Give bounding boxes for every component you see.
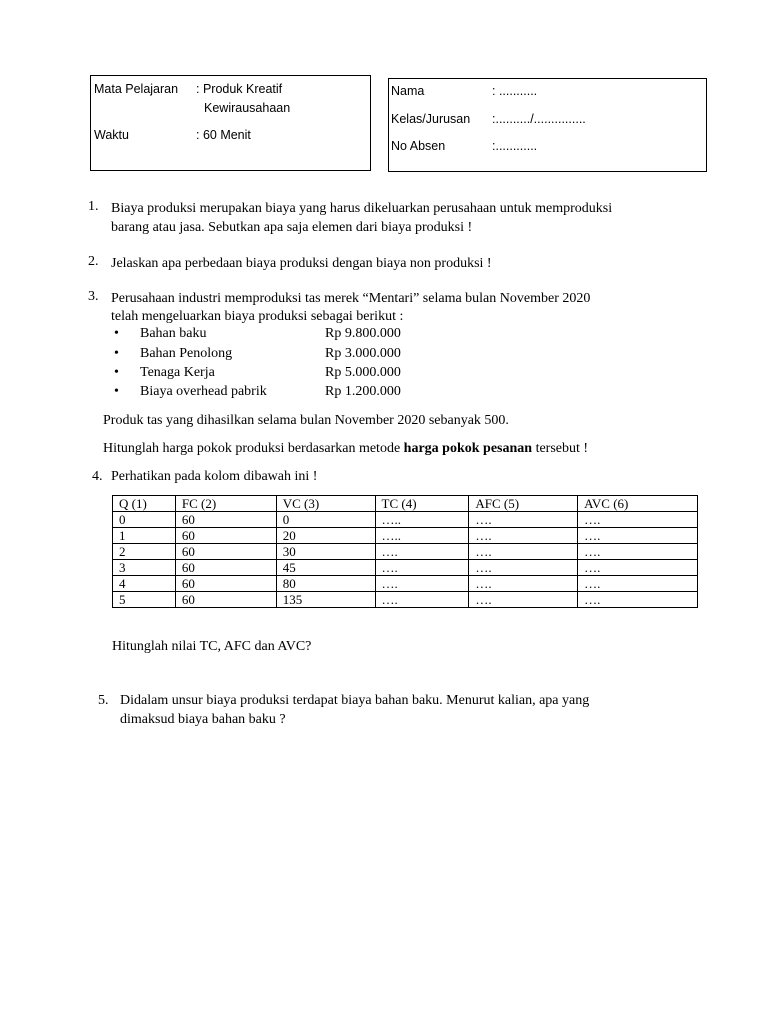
table-cell: ….	[469, 592, 578, 608]
q4-text: Perhatikan pada kolom dibawah ini !	[111, 469, 318, 484]
table-cell: ….	[578, 544, 698, 560]
table-cell: ….	[578, 576, 698, 592]
table-cell: ….	[469, 544, 578, 560]
q3-note: Produk tas yang dihasilkan selama bulan November 2020 sebanyak 500.	[103, 413, 509, 428]
table-cell: 60	[175, 512, 276, 528]
table-cell: ….	[578, 528, 698, 544]
subject-value: : Produk Kreatif	[196, 82, 283, 96]
class-label: Kelas/Jurusan	[391, 112, 471, 126]
table-cell: …..	[375, 512, 469, 528]
header-cell: TC (4)	[375, 496, 469, 512]
table-cell: ….	[469, 512, 578, 528]
header-cell: AVC (6)	[578, 496, 698, 512]
q3-instruction-bold: harga pokok pesanan	[403, 441, 533, 456]
q4-question: Hitunglah nilai TC, AFC dan AVC?	[112, 639, 312, 654]
table-cell: ….	[469, 528, 578, 544]
time-label: Waktu	[94, 128, 129, 142]
cost-value: Rp 9.800.000	[325, 326, 401, 341]
table-row	[113, 576, 698, 592]
table-row	[113, 544, 698, 560]
table-cell: 0	[113, 512, 176, 528]
header-cell: AFC (5)	[469, 496, 578, 512]
table-cell: 80	[276, 576, 375, 592]
table-cell: ….	[578, 512, 698, 528]
q1-text-line2: barang atau jasa. Sebutkan apa saja elemen dari biaya produksi !	[111, 220, 473, 235]
bullet-icon: •	[114, 326, 119, 341]
table-cell: 5	[113, 592, 176, 608]
table-cell: 60	[175, 528, 276, 544]
table-header-row	[113, 496, 698, 512]
q3-text-line1: Perusahaan industri memproduksi tas merek “Mentari” selama bulan November 2020	[111, 291, 591, 306]
q3-instruction	[103, 441, 588, 457]
cost-label: Bahan baku	[140, 326, 207, 341]
cost-value: Rp 5.000.000	[325, 365, 401, 380]
table-cell: 60	[175, 576, 276, 592]
table-cell: 4	[113, 576, 176, 592]
table-cell: 60	[175, 544, 276, 560]
q3-number: 3.	[88, 289, 99, 304]
table-cell: 135	[276, 592, 375, 608]
table-cell: …..	[375, 528, 469, 544]
cost-value: Rp 3.000.000	[325, 346, 401, 361]
table-cell: ….	[375, 560, 469, 576]
absen-label: No Absen	[391, 139, 446, 153]
q2-text: Jelaskan apa perbedaan biaya produksi dengan biaya non produksi !	[111, 256, 492, 271]
q5-text-line1: Didalam unsur biaya produksi terdapat biaya bahan baku. Menurut kalian, apa yang	[120, 693, 590, 708]
table-cell: ….	[469, 560, 578, 576]
cost-label: Tenaga Kerja	[140, 365, 215, 380]
subject-label: Mata Pelajaran	[94, 82, 179, 96]
header-cell: FC (2)	[175, 496, 276, 512]
q4-number: 4.	[92, 469, 103, 484]
q3-instruction-post: tersebut !	[532, 441, 589, 456]
q3-text-line2: telah mengeluarkan biaya produksi sebagai berikut :	[111, 309, 404, 324]
q1-text-line1: Biaya produksi merupakan biaya yang harus dikeluarkan perusahaan untuk memproduksi	[111, 201, 613, 216]
table-row	[113, 512, 698, 528]
bullet-icon: •	[114, 384, 119, 399]
table-cell: 1	[113, 528, 176, 544]
time-value: : 60 Menit	[196, 128, 251, 142]
header-left-box	[90, 75, 371, 171]
bullet-icon: •	[114, 365, 119, 380]
table-cell: ….	[578, 560, 698, 576]
q5-number: 5.	[98, 693, 109, 708]
table-cell: ….	[578, 592, 698, 608]
absen-field[interactable]: :............	[492, 139, 538, 153]
q3-instruction-pre: Hitunglah harga pokok produksi berdasarkan metode	[103, 441, 404, 456]
subject-value-cont: Kewirausahaan	[204, 101, 291, 115]
table-cell: ….	[375, 576, 469, 592]
table-row	[113, 528, 698, 544]
cost-label: Biaya overhead pabrik	[140, 384, 267, 399]
q2-number: 2.	[88, 254, 99, 269]
table-cell: 20	[276, 528, 375, 544]
cost-table	[112, 495, 698, 608]
cost-value: Rp 1.200.000	[325, 384, 401, 399]
table-cell: ….	[375, 544, 469, 560]
table-cell: ….	[375, 592, 469, 608]
table-row	[113, 592, 698, 608]
table-cell: 45	[276, 560, 375, 576]
table-cell: 3	[113, 560, 176, 576]
q5-text-line2: dimaksud biaya bahan baku ?	[120, 712, 286, 727]
table-cell: 30	[276, 544, 375, 560]
bullet-icon: •	[114, 346, 119, 361]
table-cell: 0	[276, 512, 375, 528]
table-row	[113, 560, 698, 576]
name-label: Nama	[391, 84, 425, 98]
q1-number: 1.	[88, 199, 99, 214]
cost-label: Bahan Penolong	[140, 346, 233, 361]
class-field[interactable]: :........../...............	[492, 112, 586, 126]
name-field[interactable]: : ...........	[492, 84, 538, 98]
header-right-box	[388, 78, 707, 172]
table-cell: 2	[113, 544, 176, 560]
table-cell: 60	[175, 592, 276, 608]
header-cell: VC (3)	[276, 496, 375, 512]
table-cell: 60	[175, 560, 276, 576]
table-cell: ….	[469, 576, 578, 592]
header-cell: Q (1)	[113, 496, 176, 512]
